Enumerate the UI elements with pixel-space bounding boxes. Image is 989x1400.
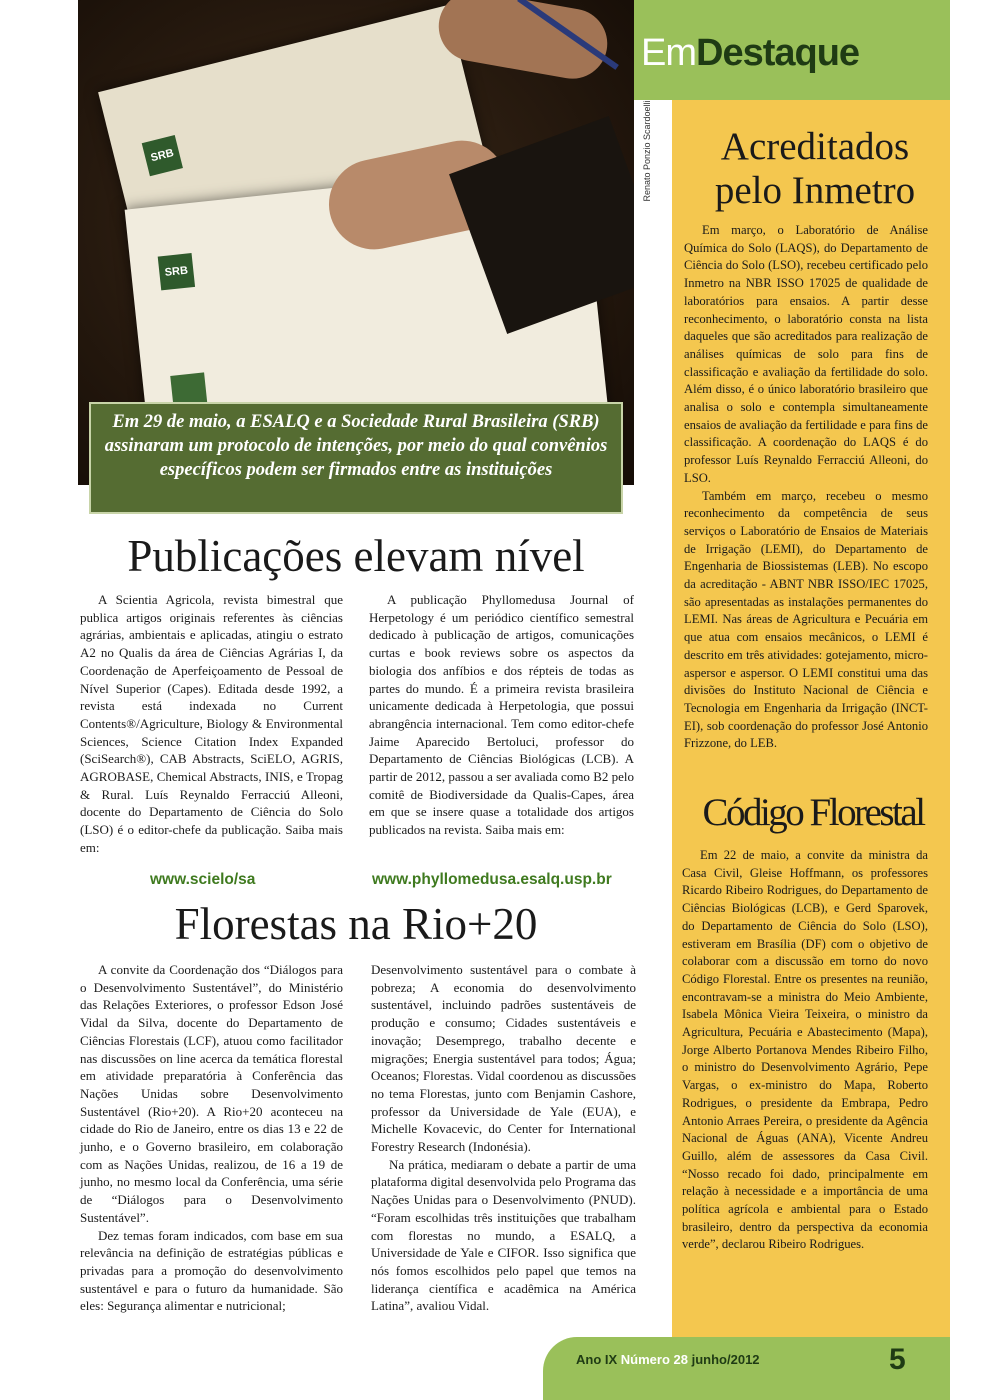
article-column: A Scientia Agricola, revista bimestral que publica artigos originais referentes às ciências agrárias, ambientais e aplicadas, atingiu o estrato A2 no Qualis da área de Ciências Agrárias I, da Coordenação de Aperfeiçoamento de Pessoal de Nível Superior (Capes). Editada desde 1992, a revista está indexada no Current Contents®/Agriculture, Biology & Environmental Sciences, Science Citation Index Expanded (SciSearch®), CAB Abstracts, SciELO, AGRIS, AGROBASE, Chemical Abstracts, INIS, e Tropag & Rural. Luís Reynaldo Ferracciú Alleoni, docente do Departamento de Ciência do Solo (LSO) é o editor-chefe da publicação. Saiba mais em: bbox=[80, 592, 343, 855]
srb-logo: SRB bbox=[158, 253, 195, 290]
scielo-link[interactable]: www.scielo/sa bbox=[150, 871, 256, 888]
logo-em: Em bbox=[641, 32, 696, 74]
photo-caption: Em 29 de maio, a ESALQ e a Sociedade Rural Brasileira (SRB) assinaram um protocolo de intenções, por meio do qual convênios específicos podem ser firmados entre as instituições bbox=[89, 402, 623, 514]
article-column: Desenvolvimento sustentável para o combate à pobreza; A economia do desenvolvimento sustentável, incluindo padrões sustentáveis de produção e consumo; Cidades sustentáveis e inovação; Desemprego, trabalho decente e migrações; Energia sustentável para todos; Água; Oceanos; Florestas. Vidal coordenou as discussões no tema Florestas, junto com Benjamin Cashore, professor da Universidade de Yale (EUA), e Michelle Kovacevic, do Center for International Forestry Research (Indonésia). Na prática, mediaram o debate a partir de uma plataforma digital desenvolvida pelo Programa das Nações Unidas para o Desenvolvimento (PNUD). “Foram escolhidas três instituições que trabalham com florestas no mundo, a ESALQ, a Universidade de Yale e CIFOR. Isso significa que nós fomos escolhidos pelo papel que temos na liderança científica e acadêmica na América Latina”, avaliou Vidal. bbox=[371, 962, 636, 1314]
article-column: A convite da Coordenação dos “Diálogos para o Desenvolvimento Sustentável”, do Ministério das Relações Exteriores, o professor Edson José Vidal da Silva, docente do Departamento de Ciências Florestais (LCF), atuou como facilitador nas discussões on line acerca da temática florestal em atividade preparatória à Conferência das Nações Unidas sobre Desenvolvimento Sustentável (Rio+20). A Rio+20 aconteceu na cidade do Rio de Janeiro, entre os dias 13 e 22 de junho, e o Governo brasileiro, em colaboração com as Nações Unidas, realizou, de 16 a 19 de junho, no mesmo local da Conferência, uma série de “Diálogos para o Desenvolvimento Sustentável”. Dez temas foram indicados, com base em sua relevância na definição de estratégias públicas e privadas para a promoção do desenvolvimento sustentável e para o futuro da humanidade. São eles: Segurança alimentar e nutricional; bbox=[80, 962, 343, 1314]
article-column: A publicação Phyllomedusa Journal of Herpetology é um periódico científico semestral dedicado à publicação de artigos, comunicações curtas e book reviews sobre os aspectos da biologia dos anfíbios e dos répteis de todas as partes do mundo. É a primeira revista brasileira unicamente dedicada à Herpetologia, que possui abrangência internacional. Tem como editor-chefe Jaime Aparecido Bertoluci, professor do Departamento de Ciências Biológicas (LCB). A partir de 2012, passou a ser avaliada como B2 pelo comitê de Biodiversidade da Qualis-Capes, área em que se insere quase a totalidade dos artigos publicados na revista. Saiba mais em: bbox=[369, 592, 634, 838]
issue-year: Ano IX bbox=[576, 1352, 618, 1367]
page-number: 5 bbox=[889, 1343, 906, 1376]
srb-logo: SRB bbox=[142, 135, 183, 176]
phyllomedusa-link[interactable]: www.phyllomedusa.esalq.usp.br bbox=[372, 871, 612, 888]
logo-destaque: Destaque bbox=[696, 32, 860, 74]
section-logo bbox=[641, 32, 859, 75]
headline-acreditados: Acreditados pelo Inmetro bbox=[714, 125, 916, 212]
photo-credit: Renato Ponzio Scardoelli bbox=[642, 100, 652, 202]
headline-codigo-florestal: Código Florestal bbox=[702, 791, 924, 834]
headline-publicacoes: Publicações elevam nível bbox=[127, 531, 585, 581]
sidebar-article: Em março, o Laboratório de Análise Química do Solo (LAQS), do Departamento de Ciência do Solo (LSO), recebeu certificado pelo Inmetro na NBR ISSO 17025 de qualidade de laboratórios para ensaios. A partir desse reconhecimento, o laboratório consta na lista daqueles que são acreditados para realização de análises químicas de solo para fins de classificação e avaliação da fertilidade do solo. Além disso, é o único laboratório brasileiro que analisa o solo e contempla simultaneamente ensaios de avaliação da fertilidade e para fins de classificação. A coordenação do LAQS é do professor Luís Reynaldo Ferracciú Alleoni, do LSO. Também em março, recebeu o mesmo reconhecimento da competência de seus serviços o Laboratório de Ensaios de Materiais de Irrigação (LEMI), do Departamento de Engenharia de Biossistemas (LEB). No escopo da acreditação - ABNT NBR ISSO/IEC 17025, são apresentadas as instalações permanentes do LEMI. Nas áreas de Agricultura e Pecuária em que atua com ensaios mecânicos, o LEMI é descrito em três atividades: gotejamento, micro-aspersor e aspersor. O LEMI constitui uma das divisões do Instituto Nacional de Ciência e Tecnologia em Engenharia da Irrigação (INCT-EI), sob coordenação do professor José Antonio Frizzone, do LEB. bbox=[684, 223, 928, 751]
right-margin bbox=[950, 0, 989, 1400]
issue-date: junho/2012 bbox=[691, 1352, 760, 1367]
sidebar-article: Em 22 de maio, a convite da ministra da Casa Civil, Gleise Hoffmann, os professores Ricardo Ribeiro Rodrigues, do Departamento de Ciências Biológicas (LCB), e Gerd Sparovek, do Departamento de Ciência do Solo (LSO), estiveram em Brasília (DF) com o objetivo de colaborar com a discussão em torno do novo Código Florestal. Entre os presentes na reunião, encontravam-se a ministra do Meio Ambiente, Isabela Mônica Vieira Teixeira, o ministro da Agricultura, Pecuária e Abastecimento (Mapa), Jorge Alberto Portanova Mendes Ribeiro Filho, o ministro do Desenvolvimento Agrário, Pepe Vargas, o ex-ministro do Mapa, Roberto Rodrigues, o presidente da Embrapa, Pedro Antonio Arraes Pereira, o presidente da Agência Nacional de Águas (ANA), Vicente Andreu Guillo, além de assessores da Casa Civil. “Nosso recado foi dado, principalmente em relação à necessidade e a importância de uma política agrícola e ambiental para o Estado brasileiro, dentro da perspectiva da economia verde”, declarou Ribeiro Rodrigues. bbox=[682, 848, 928, 1252]
page-footer bbox=[543, 1337, 950, 1400]
headline-florestas: Florestas na Rio+20 bbox=[174, 899, 538, 949]
issue-info bbox=[576, 1352, 760, 1367]
issue-number: Número 28 bbox=[620, 1352, 688, 1367]
